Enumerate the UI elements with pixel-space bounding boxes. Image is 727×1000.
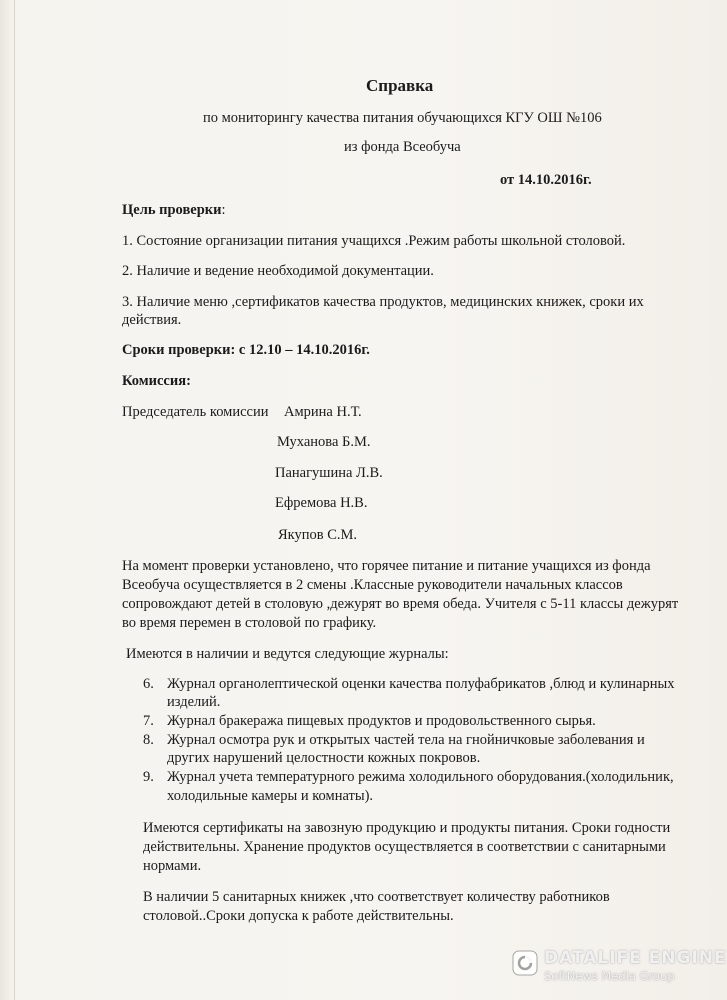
journal-number: 8.: [143, 732, 154, 748]
goal-heading-line: [122, 202, 226, 219]
goal-item: 3. Наличие меню ,сертификатов качества продуктов, медицинских книжек, сроки их: [122, 294, 644, 310]
journal-item: Журнал осмотра рук и открытых частей тела на гнойничковые заболевания и: [167, 732, 645, 748]
commission-member: Амрина Н.Т.: [284, 404, 362, 420]
document-subtitle-fund: из фонда Всеобуча: [344, 139, 461, 155]
findings-line: На момент проверки установлено, что горячее питание и питание учащихся из фонда: [122, 558, 651, 574]
findings-line: сопровождают детей в столовую ,дежурят во время обеда. Учителя с 5-11 классы дежурят: [122, 596, 679, 612]
goal-heading-colon: :: [221, 202, 226, 218]
journal-number: 9.: [143, 769, 154, 785]
commission-chair-label: Председатель комиссии: [122, 404, 269, 420]
journal-item: Журнал бракеража пищевых продуктов и продовольственного сырья.: [167, 713, 596, 729]
watermark-subtitle: SoftNews Media Group: [544, 969, 675, 983]
goal-item: 2. Наличие и ведение необходимой документации.: [122, 263, 434, 279]
journal-item-continued: других нарушений целостности кожных покровов.: [167, 750, 481, 766]
journals-intro: Имеются в наличии и ведутся следующие журналы:: [126, 646, 449, 662]
goal-item: 1. Состояние организации питания учащихся .Режим работы школьной столовой.: [122, 233, 626, 249]
certificates-line: Имеются сертификаты на завозную продукцию и продукты питания. Сроки годности: [143, 820, 671, 836]
commission-heading: Комиссия:: [122, 373, 191, 389]
journal-item-continued: холодильные камеры и комнаты).: [167, 788, 374, 804]
medical-books-line: столовой..Сроки допуска к работе действительны.: [143, 908, 454, 924]
commission-member: Якупов С.М.: [278, 527, 358, 543]
watermark-title: DATALIFE ENGINE: [544, 948, 727, 968]
watermark: [512, 948, 727, 988]
journal-number: 7.: [143, 713, 154, 729]
certificates-line: нормами.: [143, 858, 202, 874]
goal-item-continued: действия.: [122, 312, 182, 328]
commission-member: Панагушина Л.В.: [275, 465, 383, 481]
findings-line: Всеобуча осуществляется в 2 смены .Классные руководители начальных классов: [122, 577, 623, 593]
findings-line: во время перемен в столовой по графику.: [122, 615, 377, 631]
watermark-logo-icon: [512, 950, 538, 976]
medical-books-line: В наличии 5 санитарных книжек ,что соответствует количеству работников: [143, 889, 610, 905]
certificates-line: действительны. Хранение продуктов осуществляется в соответствии с санитарными: [143, 839, 666, 855]
journal-item: Журнал учета температурного режима холодильного оборудования.(холодильник,: [167, 769, 674, 785]
journal-number: 6.: [143, 676, 154, 692]
scan-edge: [14, 0, 15, 1000]
document-title: Справка: [366, 76, 434, 95]
document-subtitle: по мониторингу качества питания обучающихся КГУ ОШ №106: [203, 110, 602, 126]
goal-heading: Цель проверки: [122, 202, 222, 218]
inspection-period: Сроки проверки: с 12.10 – 14.10.2016г.: [122, 342, 370, 358]
commission-member: Муханова Б.М.: [277, 434, 371, 450]
journal-item-continued: изделий.: [167, 694, 221, 710]
document-date: от 14.10.2016г.: [500, 172, 592, 188]
journal-item: Журнал органолептической оценки качества полуфабрикатов ,блюд и кулинарных: [167, 676, 675, 692]
commission-member: Ефремова Н.В.: [275, 495, 368, 511]
